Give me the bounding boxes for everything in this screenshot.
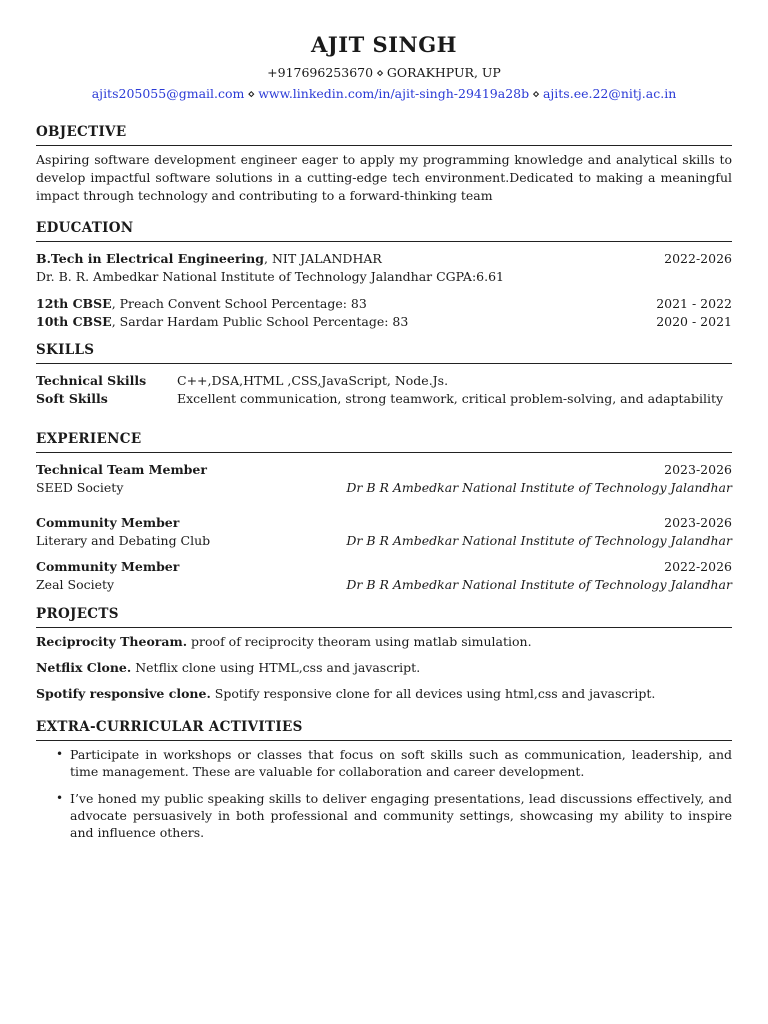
role: Technical Team Member xyxy=(36,462,207,477)
years: 2021 - 2022 xyxy=(656,296,732,311)
organization: SEED Society xyxy=(36,480,124,495)
phone-number: +917696253670 xyxy=(267,65,374,80)
institution: Dr B R Ambedkar National Institute of Technology Jalandhar xyxy=(346,533,732,548)
list-item xyxy=(36,790,732,841)
organization: Literary and Debating Club xyxy=(36,533,211,548)
degree: B.Tech in Electrical Engineering xyxy=(36,251,264,266)
institution: Dr B R Ambedkar National Institute of Technology Jalandhar xyxy=(346,480,732,495)
project-item xyxy=(36,685,732,703)
section-title: PROJECTS xyxy=(36,606,732,628)
experience-entry xyxy=(36,514,732,550)
location: GORAKHPUR, UP xyxy=(386,65,501,80)
organization: Zeal Society xyxy=(36,577,115,592)
activities-list xyxy=(36,746,732,841)
experience-entry xyxy=(36,461,732,497)
education-section xyxy=(36,220,732,331)
candidate-name: AJIT SINGH xyxy=(311,32,457,57)
project-desc: Netflix clone using HTML,css and javascript. xyxy=(131,660,421,675)
section-title: OBJECTIVE xyxy=(36,124,732,146)
project-name: Spotify responsive clone. xyxy=(36,686,211,701)
activity-text: I’ve honed my public speaking skills to deliver engaging presentations, lead discussions effectively, and advocate persuasively in both professional and community settings, showcasing my ability to inspire and influence others. xyxy=(70,791,732,840)
project-desc: Spotify responsive clone for all devices using html,css and javascript. xyxy=(210,686,656,701)
separator-icon: ⋄ xyxy=(532,86,540,101)
experience-entry xyxy=(36,558,732,594)
links-line xyxy=(0,86,768,101)
college-email-link[interactable]: ajits.ee.22@nitj.ac.in xyxy=(542,86,677,101)
skills-section xyxy=(36,342,732,408)
years: 2023-2026 xyxy=(664,462,732,477)
education-detail: Dr. B. R. Ambedkar National Institute of Technology Jalandhar CGPA:6.61 xyxy=(36,269,504,284)
skill-value: C++,DSA,HTML ,CSS,JavaScript, Node.Js. xyxy=(177,373,449,388)
project-item xyxy=(36,659,732,677)
separator-icon: ⋄ xyxy=(376,65,384,80)
skill-row xyxy=(36,390,732,408)
school: , Preach Convent School Percentage: 83 xyxy=(111,296,367,311)
bullet-icon: • xyxy=(56,791,64,805)
years: 2020 - 2021 xyxy=(656,314,732,329)
section-title: SKILLS xyxy=(36,342,732,364)
activity-text: Participate in workshops or classes that focus on soft skills such as communication, leadership, and time management. These are valuable for collaboration and career development. xyxy=(70,747,732,779)
section-title: EXTRA-CURRICULAR ACTIVITIES xyxy=(36,719,732,741)
years: 2023-2026 xyxy=(664,515,732,530)
degree: 12th CBSE xyxy=(36,296,112,311)
degree: 10th CBSE xyxy=(36,314,112,329)
section-title: EXPERIENCE xyxy=(36,431,732,453)
contact-line xyxy=(0,65,768,80)
objective-section xyxy=(36,124,732,205)
project-desc: proof of reciprocity theoram using matlab simulation. xyxy=(187,634,532,649)
section-title: EDUCATION xyxy=(36,220,732,242)
skill-category: Soft Skills xyxy=(36,391,108,406)
years: 2022-2026 xyxy=(664,251,732,266)
separator-icon: ⋄ xyxy=(247,86,256,101)
activities-section xyxy=(36,719,732,841)
list-item xyxy=(36,746,732,780)
skill-value: Excellent communication, strong teamwork, critical problem-solving, and adaptability xyxy=(177,391,724,406)
skill-category: Technical Skills xyxy=(36,373,147,388)
education-entry xyxy=(36,250,732,286)
school: , Sardar Hardam Public School Percentage: 83 xyxy=(111,314,409,329)
linkedin-link[interactable]: www.linkedin.com/in/ajit-singh-29419a28b xyxy=(258,86,530,101)
email-link[interactable]: ajits205055@gmail.com xyxy=(91,86,245,101)
institution: Dr B R Ambedkar National Institute of Technology Jalandhar xyxy=(346,577,732,592)
project-item xyxy=(36,633,732,651)
role: Community Member xyxy=(36,559,180,574)
objective-text: Aspiring software development engineer eager to apply my programming knowledge and analytical skills to develop impactful software solutions in a cutting-edge tech environment.Dedicated to making a meaningful impact through technology and contributing to a forward-thinking team xyxy=(36,152,732,203)
role: Community Member xyxy=(36,515,180,530)
education-entry xyxy=(36,295,732,331)
projects-section xyxy=(36,606,732,703)
years: 2022-2026 xyxy=(664,559,732,574)
project-name: Reciprocity Theoram. xyxy=(36,634,188,649)
project-name: Netflix Clone. xyxy=(36,660,132,675)
experience-section xyxy=(36,431,732,594)
skill-row xyxy=(36,372,732,390)
bullet-icon: • xyxy=(56,747,64,761)
school: , NIT JALANDHAR xyxy=(264,251,382,266)
